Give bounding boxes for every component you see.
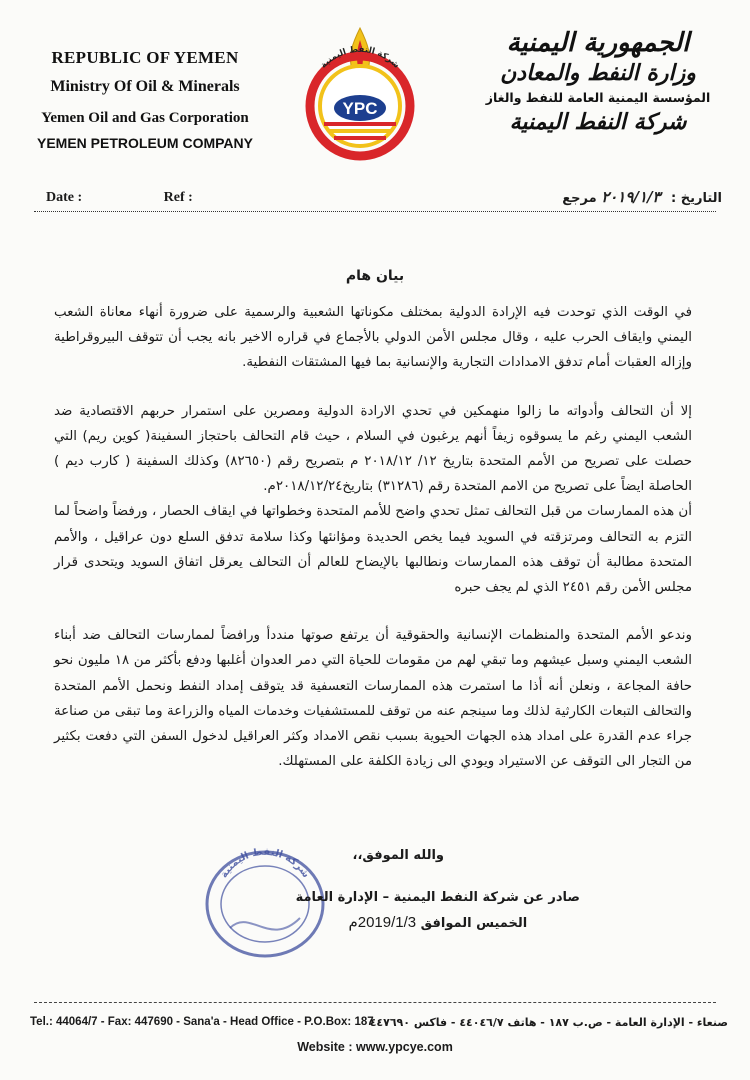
- ar-corporation-name: المؤسسة اليمنية العامة للنفط والغاز: [485, 90, 711, 105]
- ar-country-name: الجمهورية اليمنية: [506, 28, 690, 58]
- footer-divider: [34, 1002, 716, 1003]
- country-name: REPUBLIC OF YEMEN: [51, 48, 239, 67]
- ypc-logo: [290, 22, 430, 172]
- ar-date-value: ٢٠١٩/١/٣: [601, 188, 661, 206]
- issue-day: الخميس الموافق: [420, 916, 528, 931]
- ar-company-name: شركة النفط اليمنية: [509, 109, 687, 135]
- closing-line: والله الموفق،،: [352, 848, 444, 863]
- letterhead-arabic: [468, 28, 728, 135]
- document-body: [54, 300, 692, 797]
- website-link[interactable]: www.ypcye.com: [356, 1040, 453, 1054]
- document-subject: بيان هام: [345, 268, 405, 284]
- issuer-line: صادر عن شركة النفط اليمنية – الإدارة العامة: [295, 890, 580, 905]
- footer-website: [0, 1040, 750, 1054]
- website-label: Website :: [297, 1040, 353, 1054]
- logo-ring-text: شركة النفط اليمنية: [318, 44, 402, 71]
- stamp-text: شركة النفط اليمنية: [218, 846, 312, 881]
- issue-date: 2019/1/3م: [348, 914, 417, 931]
- body-paragraph: أن هذه الممارسات من قبل التحالف تمثل تحدي واضح للأمم المتحدة وخطواتها في ايقاف الحصار ، ورفضاً واضحاً لما التزم به التحالف ومرتزقته في السويد فيما يخص الحديدة ومؤانئها وكذا سلامة تدفق السلع دون عراقيل ، والأمم المتحدة مطالبة أن توقف هذه الممارسات ونطالبها بالإيضاح للعالم أن التحالف يعرقل اتفاق السويد ويتحدى قرار مجلس الأمن رقم ٢٤٥١ الذي لم يجف حبره: [54, 504, 692, 596]
- body-paragraph: في الوقت الذي توحدت فيه الإرادة الدولية بمختلف مكوناتها الشعبية والرسمية على ضرورة أنهاء معاناة الشعب اليمني وايقاف الحرب عليه ، وقال مجلس الأمن الدولي بالأجماع في قراره الاخير بانه يجب أن تتوقف البيروقراطية وإزاله العقبات أمام تدفق الامدادات التجارية والإنسانية بما فيها المشتقات النفطية.: [54, 305, 692, 371]
- body-paragraph: وندعو الأمم المتحدة والمنظمات الإنسانية والحقوقية أن يرتفع صوتها منددأ ورافضاً لممارسات التحالف ضد أبناء الشعب اليمني وسبل عيشهم وما تبقي لهم من مقومات للحياة التي دمر العدوان أغلبها ودفع بأكثر من ١٨ مليون نحو حافة المجاعة ، ونعلن أنه أذا ما استمرت هذه الممارسات التعسفية قد يتوقف إمداد النفط ونحمل الأمم المتحدة والتحالف التبعات الكارثية لذلك وما سينجم عنه من توقف للمستشفيات وخدمات المياه والزراعة وما تبقى من صناعة جراء عدم القدرة على امداد هذه الجهات الحيوية بسبب نقص الامداد وكثر العراقيل لدخول السفن التي دفعت بكثير من التجار الى التوقف عن الاستيراد ويودي الى زيادة الكلفة على المستهلك.: [54, 628, 692, 770]
- footer-contact-arabic: صنعاء - الإدارة العامة - ص.ب ١٨٧ - هاتف ٤٤٠٤٦/٧ - فاكس ٤٤٧٦٩٠: [369, 1016, 728, 1029]
- ar-ref-label: مرجع: [562, 191, 597, 206]
- corporation-name: Yemen Oil and Gas Corporation: [41, 110, 249, 126]
- date-ref-english: [46, 190, 193, 206]
- signature-block: [296, 890, 580, 931]
- letterhead-english: [30, 48, 260, 151]
- body-paragraph: إلا أن التحالف وأدواته ما زالوا منهمكين في تحدي الارادة الدولية ومصرين على استمرار حربهم الاقتصادية ضد الشعب اليمني رغم ما يسوقوه زيفاً أنهم يرغبون في السلام ، حيث قام التحالف باحتجاز السفينة( كوين ريم) التي حصلت على تصريح من الأمم المتحدة بتاريخ ١٢/ ٢٠١٨/١٢ م بتصريح رقم (٨٢٦٥٠) وكذلك السفينة ( كارب ديم ) الحاصلة ايضاً على تصريح من الامم المتحدة رقم (٣١٢٨٦) بتاريخ٢٠١٨/١٢/٢٤م.: [54, 403, 692, 495]
- ministry-name: Ministry Of Oil & Minerals: [50, 78, 240, 95]
- footer-contact-english: Tel.: 44064/7 - Fax: 447690 - Sana'a - Head Office - P.O.Box: 187: [30, 1016, 374, 1028]
- issue-date-line: [296, 913, 580, 931]
- footer-contact-row: [30, 1016, 728, 1036]
- header-divider: [34, 211, 716, 212]
- ar-ministry-name: وزارة النفط والمعادن: [500, 60, 696, 86]
- logo-abbreviation: YPC: [342, 99, 378, 118]
- date-ref-arabic: [562, 188, 722, 206]
- date-label: Date :: [46, 190, 83, 205]
- company-name: YEMEN PETROLEUM COMPANY: [37, 135, 253, 151]
- ar-date-label: التاريخ :: [671, 191, 722, 206]
- ref-label: Ref :: [163, 190, 193, 205]
